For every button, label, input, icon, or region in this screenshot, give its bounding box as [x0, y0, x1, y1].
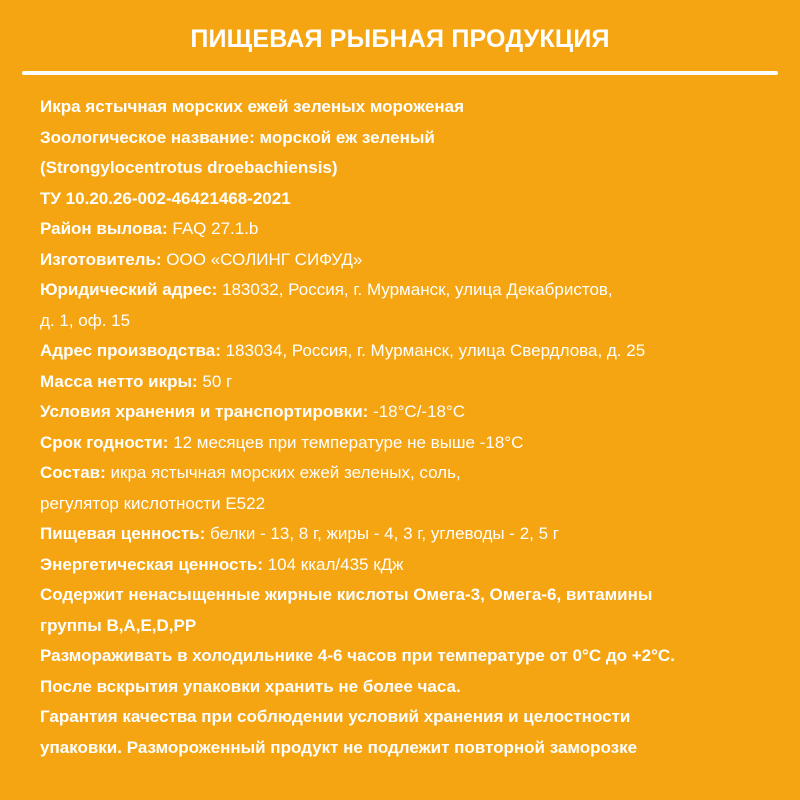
tu-code: ТУ 10.20.26-002-46421468-2021 — [40, 188, 291, 208]
page-title: ПИЩЕВАЯ РЫБНАЯ ПРОДУКЦИЯ — [190, 25, 610, 53]
production-address — [40, 336, 780, 367]
shelf-life-label: Срок годности: — [40, 432, 169, 452]
manufacturer-value: ООО «СОЛИНГ СИФУД» — [161, 249, 363, 269]
guarantee-line-2: упаковки. Размороженный продукт не подлежит повторной заморозке — [40, 737, 638, 757]
guarantee-line-1: Гарантия качества при соблюдении условий хранения и целостности — [40, 707, 631, 726]
catch-area-label: Район вылова: — [40, 219, 168, 238]
storage-conditions-value: -18°C/-18°C — [368, 402, 466, 421]
thaw-line-1: Размораживать в холодильнике 4-6 часов при температуре от 0°С до +2°С. — [40, 646, 675, 665]
shelf-life — [40, 428, 780, 459]
net-mass-value: 50 г — [197, 371, 233, 391]
net-mass-label: Масса нетто икры: — [40, 371, 198, 391]
omega-line-2: группы B,A,E,D,PP — [40, 615, 197, 635]
label-content — [40, 92, 780, 763]
catch-area — [40, 214, 780, 245]
title-divider — [22, 71, 778, 75]
production-address-label: Адрес производства: — [40, 341, 221, 360]
manufacturer-label: Изготовитель: — [40, 249, 162, 269]
composition — [40, 458, 780, 489]
storage-conditions-label: Условия хранения и транспортировки: — [40, 402, 369, 421]
legal-address — [40, 275, 780, 306]
energy-label: Энергетическая ценность: — [40, 554, 263, 574]
product-name: Икра ястычная морских ежей зеленых мороженая — [40, 97, 465, 116]
legal-address-value: 183032, Россия, г. Мурманск, улица Декабристов, — [217, 280, 613, 299]
manufacturer — [40, 245, 780, 276]
net-mass — [40, 367, 780, 398]
thaw-line-2: После вскрытия упаковки хранить не более часа. — [40, 676, 461, 696]
storage-conditions — [40, 397, 780, 428]
shelf-life-value: 12 месяцев при температуре не выше -18°C — [168, 432, 524, 452]
zoological-name-line-1: Зоологическое название: морской еж зеленый — [40, 127, 435, 147]
omega-line-1: Содержит ненасыщенные жирные кислоты Омега-3, Омега-6, витамины — [40, 585, 653, 604]
legal-address-continued: д. 1, оф. 15 — [40, 310, 131, 330]
nutrition-value — [40, 519, 780, 550]
composition-label: Состав: — [40, 463, 106, 482]
energy-value — [40, 550, 780, 581]
nutrition-values: белки - 13, 8 г, жиры - 4, 3 г, углеводы - 2, 5 г — [205, 524, 559, 543]
zoological-name-line-2: (Strongylocentrotus droebachiensis) — [40, 158, 338, 177]
catch-area-value: FAQ 27.1.b — [167, 219, 259, 238]
energy-values: 104 ккал/435 кДж — [262, 554, 404, 574]
composition-value: икра ястычная морских ежей зеленых, соль, — [105, 463, 461, 482]
composition-continued: регулятор кислотности Е522 — [40, 493, 266, 513]
production-address-value: 183034, Россия, г. Мурманск, улица Свердлова, д. 25 — [220, 341, 646, 360]
legal-address-label: Юридический адрес: — [40, 280, 218, 299]
nutrition-label: Пищевая ценность: — [40, 524, 206, 543]
